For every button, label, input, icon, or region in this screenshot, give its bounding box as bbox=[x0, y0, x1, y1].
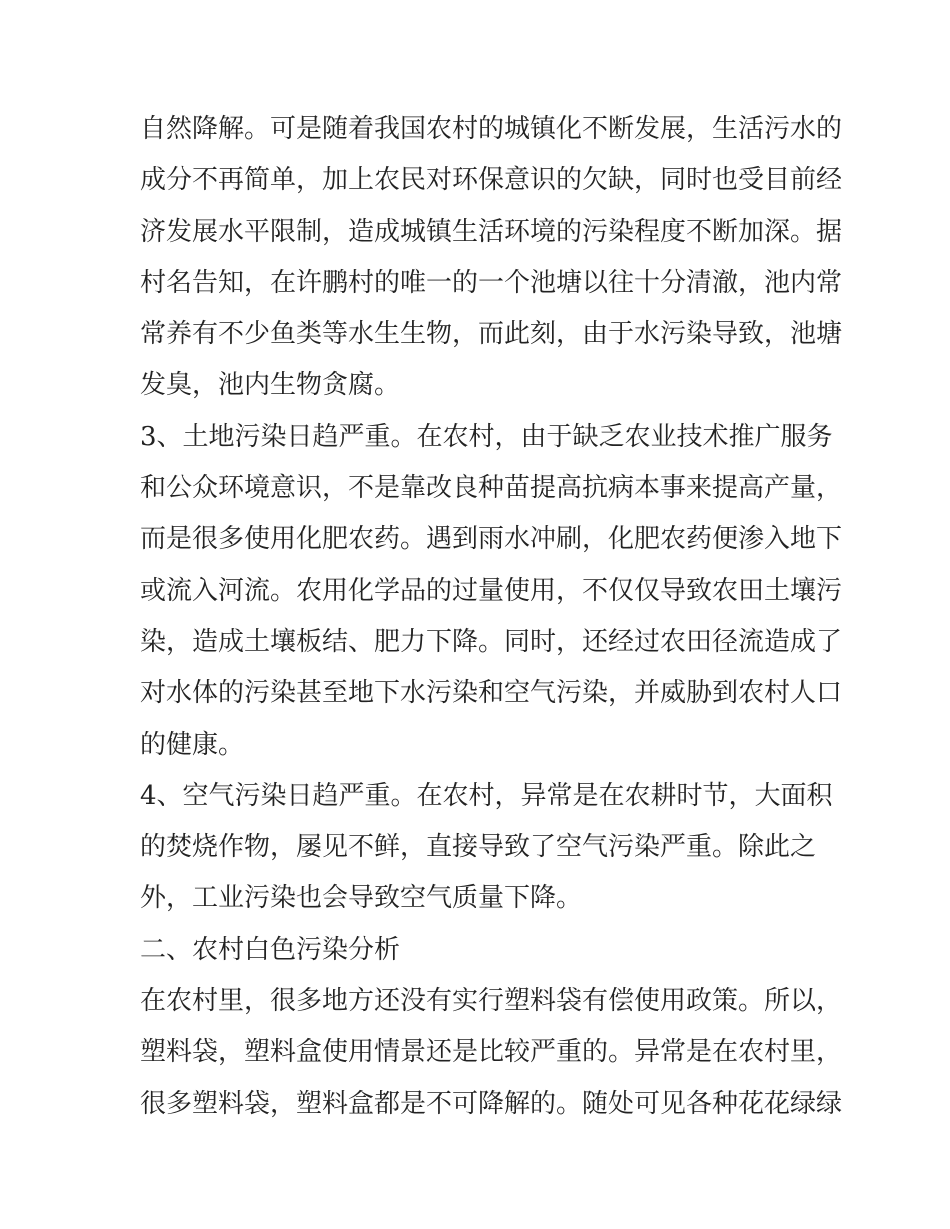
text-line: 和公众环境意识，不是靠改良种苗提高抗病本事来提高产量， bbox=[140, 473, 843, 504]
section-heading: 二、农村白色污染分析 bbox=[140, 934, 401, 965]
text-line: 成分不再简单，加上农民对环保意识的欠缺，同时也受目前经 bbox=[140, 165, 843, 196]
text-line: 发臭，池内生物贪腐。 bbox=[140, 370, 401, 401]
text-line: 外，工业污染也会导致空气质量下降。 bbox=[140, 883, 583, 914]
text-line: 3、土地污染日趋严重。在农村，由于缺乏农业技术推广服务 bbox=[140, 421, 833, 452]
text-line: 常养有不少鱼类等水生生物，而此刻，由于水污染导致，池塘 bbox=[140, 319, 843, 350]
text-line: 或流入河流。农用化学品的过量使用，不仅仅导致农田土壤污 bbox=[140, 575, 843, 606]
text-line: 村名告知，在许鹏村的唯一的一个池塘以往十分清澈，池内常 bbox=[140, 267, 843, 298]
text-line: 在农村里，很多地方还没有实行塑料袋有偿使用政策。所以， bbox=[140, 986, 843, 1017]
text-line: 很多塑料袋，塑料盒都是不可降解的。随处可见各种花花绿绿 bbox=[140, 1088, 843, 1119]
text-line: 4、空气污染日趋严重。在农村，异常是在农耕时节，大面积 bbox=[140, 780, 833, 811]
text-line: 对水体的污染甚至地下水污染和空气污染，并威胁到农村人口 bbox=[140, 678, 843, 709]
text-line: 塑料袋，塑料盒使用情景还是比较严重的。异常是在农村里， bbox=[140, 1037, 843, 1068]
text-line: 济发展水平限制，造成城镇生活环境的污染程度不断加深。据 bbox=[140, 216, 843, 247]
document-body bbox=[140, 104, 843, 1130]
text-line: 的焚烧作物，屡见不鲜，直接导致了空气污染严重。除此之 bbox=[140, 832, 817, 863]
text-line: 而是很多使用化肥农药。遇到雨水冲刷，化肥农药便渗入地下 bbox=[140, 524, 843, 555]
text-line: 自然降解。可是随着我国农村的城镇化不断发展，生活污水的 bbox=[140, 114, 843, 144]
text-line: 染，造成土壤板结、肥力下降。同时，还经过农田径流造成了 bbox=[140, 626, 843, 657]
text-line: 的健康。 bbox=[140, 729, 245, 760]
